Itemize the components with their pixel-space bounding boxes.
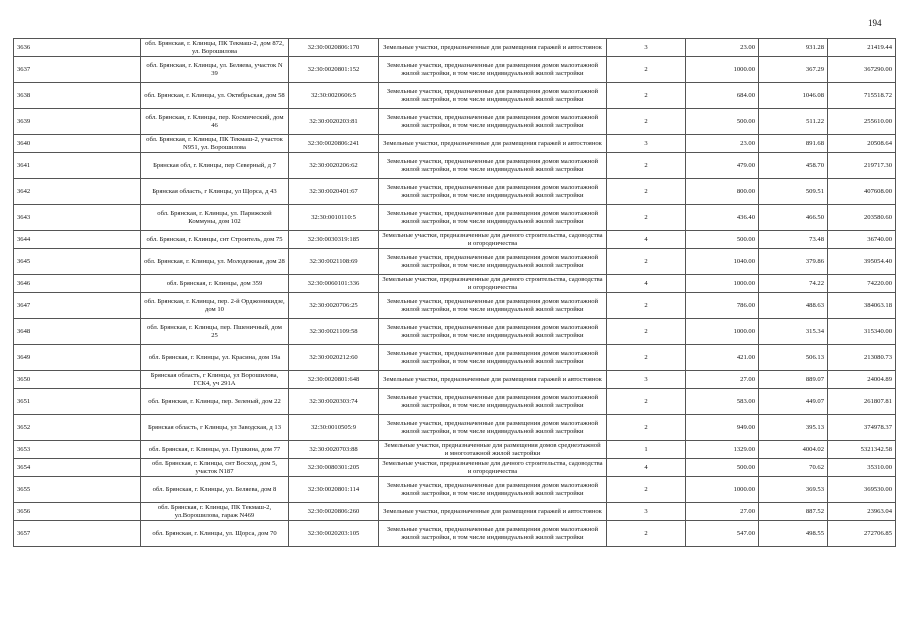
specific-value-cell: 74.22 bbox=[759, 275, 828, 293]
category-cell: 1 bbox=[607, 441, 686, 459]
cadastral-value-cell: 20508.64 bbox=[828, 135, 896, 153]
land-use-cell: Земельные участки, предназначенные для размещения домов малоэтажной жилой застройки, в том числе индивидуальной жилой застройки bbox=[379, 293, 607, 319]
address-cell: обл. Брянская, г. Клинцы, ПК Текмаш-2, ул.Ворошилова, гараж N469 bbox=[141, 503, 289, 521]
category-cell: 2 bbox=[607, 57, 686, 83]
area-cell: 436.40 bbox=[686, 205, 759, 231]
category-cell: 2 bbox=[607, 249, 686, 275]
area-cell: 500.00 bbox=[686, 231, 759, 249]
cadastral-value-cell: 36740.00 bbox=[828, 231, 896, 249]
cadastral-value-cell: 395054.40 bbox=[828, 249, 896, 275]
area-cell: 479.00 bbox=[686, 153, 759, 179]
cadastral-value-cell: 35310.00 bbox=[828, 459, 896, 477]
row-number-cell: 3640 bbox=[14, 135, 141, 153]
cadastral-value-cell: 384063.18 bbox=[828, 293, 896, 319]
area-cell: 421.00 bbox=[686, 345, 759, 371]
land-use-cell: Земельные участки, предназначенные для размещения домов малоэтажной жилой застройки, в том числе индивидуальной жилой застройки bbox=[379, 57, 607, 83]
specific-value-cell: 889.07 bbox=[759, 371, 828, 389]
cadastral-number-cell: 32:30:0080301:205 bbox=[289, 459, 379, 477]
specific-value-cell: 379.86 bbox=[759, 249, 828, 275]
land-use-cell: Земельные участки, предназначенные для размещения домов малоэтажной жилой застройки, в том числе индивидуальной жилой застройки bbox=[379, 179, 607, 205]
category-cell: 3 bbox=[607, 371, 686, 389]
cadastral-number-cell: 32:30:0020801:648 bbox=[289, 371, 379, 389]
cadastral-value-table bbox=[13, 38, 896, 547]
cadastral-number-cell: 32:30:0030319:185 bbox=[289, 231, 379, 249]
row-number-cell: 3641 bbox=[14, 153, 141, 179]
cadastral-number-cell: 32:30:0020203:105 bbox=[289, 521, 379, 547]
row-number-cell: 3642 bbox=[14, 179, 141, 205]
cadastral-value-cell: 715518.72 bbox=[828, 83, 896, 109]
address-cell: обл. Брянская, г. Клинцы, ул. Пушкина, дом 77 bbox=[141, 441, 289, 459]
land-use-cell: Земельные участки, предназначенные для дачного строительства, садоводства и огородничества bbox=[379, 459, 607, 477]
table-row bbox=[14, 135, 896, 153]
row-number-cell: 3649 bbox=[14, 345, 141, 371]
specific-value-cell: 488.63 bbox=[759, 293, 828, 319]
specific-value-cell: 931.28 bbox=[759, 39, 828, 57]
area-cell: 800.00 bbox=[686, 179, 759, 205]
area-cell: 684.00 bbox=[686, 83, 759, 109]
cadastral-number-cell: 32:30:0020706:25 bbox=[289, 293, 379, 319]
area-cell: 547.00 bbox=[686, 521, 759, 547]
address-cell: обл. Брянская, г. Клинцы, снт Строитель, дом 75 bbox=[141, 231, 289, 249]
table-row bbox=[14, 477, 896, 503]
specific-value-cell: 395.13 bbox=[759, 415, 828, 441]
address-cell: обл. Брянская, г. Клинцы, ул. Молодежная, дом 28 bbox=[141, 249, 289, 275]
specific-value-cell: 449.07 bbox=[759, 389, 828, 415]
land-use-cell: Земельные участки, предназначенные для размещения гаражей и автостоянок bbox=[379, 39, 607, 57]
category-cell: 4 bbox=[607, 275, 686, 293]
address-cell: Брянская обл, г. Клинцы, пер Северный, д 7 bbox=[141, 153, 289, 179]
address-cell: обл. Брянская, г. Клинцы, ул. Парижской Коммуны, дом 102 bbox=[141, 205, 289, 231]
category-cell: 2 bbox=[607, 83, 686, 109]
area-cell: 1329.00 bbox=[686, 441, 759, 459]
cadastral-value-cell: 255610.00 bbox=[828, 109, 896, 135]
land-use-cell: Земельные участки, предназначенные для размещения домов малоэтажной жилой застройки, в том числе индивидуальной жилой застройки bbox=[379, 205, 607, 231]
table-row bbox=[14, 179, 896, 205]
cadastral-number-cell: 32:30:0010110:5 bbox=[289, 205, 379, 231]
table-row bbox=[14, 319, 896, 345]
cadastral-number-cell: 32:30:0020806:260 bbox=[289, 503, 379, 521]
cadastral-value-cell: 374978.37 bbox=[828, 415, 896, 441]
table-body bbox=[14, 39, 896, 547]
cadastral-number-cell: 32:30:0020212:60 bbox=[289, 345, 379, 371]
row-number-cell: 3652 bbox=[14, 415, 141, 441]
address-cell: обл. Брянская, г. Клинцы, ул. Красина, дом 19а bbox=[141, 345, 289, 371]
specific-value-cell: 458.70 bbox=[759, 153, 828, 179]
cadastral-value-cell: 24004.89 bbox=[828, 371, 896, 389]
cadastral-number-cell: 32:30:0060101:336 bbox=[289, 275, 379, 293]
table-row bbox=[14, 39, 896, 57]
area-cell: 1000.00 bbox=[686, 275, 759, 293]
cadastral-value-cell: 367290.00 bbox=[828, 57, 896, 83]
cadastral-value-cell: 213080.73 bbox=[828, 345, 896, 371]
address-cell: обл. Брянская, г. Клинцы, ул. Беляева, дом 8 bbox=[141, 477, 289, 503]
category-cell: 2 bbox=[607, 415, 686, 441]
category-cell: 3 bbox=[607, 39, 686, 57]
cadastral-value-cell: 203580.60 bbox=[828, 205, 896, 231]
category-cell: 2 bbox=[607, 109, 686, 135]
row-number-cell: 3654 bbox=[14, 459, 141, 477]
specific-value-cell: 73.48 bbox=[759, 231, 828, 249]
address-cell: обл. Брянская, г. Клинцы, ул. Октябрьская, дом 58 bbox=[141, 83, 289, 109]
table-row bbox=[14, 275, 896, 293]
cadastral-value-cell: 261807.81 bbox=[828, 389, 896, 415]
table-row bbox=[14, 389, 896, 415]
table-row bbox=[14, 293, 896, 319]
table-row bbox=[14, 57, 896, 83]
address-cell: Брянская область, г Клинцы, ул Ворошилова, ГСК4, уч 291А bbox=[141, 371, 289, 389]
cadastral-value-cell: 21419.44 bbox=[828, 39, 896, 57]
cadastral-number-cell: 32:30:0020203:81 bbox=[289, 109, 379, 135]
address-cell: Брянская область, г Клинцы, ул Заводская, д 13 bbox=[141, 415, 289, 441]
cadastral-number-cell: 32:30:0021108:69 bbox=[289, 249, 379, 275]
category-cell: 2 bbox=[607, 477, 686, 503]
specific-value-cell: 369.53 bbox=[759, 477, 828, 503]
category-cell: 4 bbox=[607, 459, 686, 477]
category-cell: 2 bbox=[607, 293, 686, 319]
table-row bbox=[14, 503, 896, 521]
row-number-cell: 3644 bbox=[14, 231, 141, 249]
specific-value-cell: 506.13 bbox=[759, 345, 828, 371]
specific-value-cell: 511.22 bbox=[759, 109, 828, 135]
row-number-cell: 3653 bbox=[14, 441, 141, 459]
land-use-cell: Земельные участки, предназначенные для дачного строительства, садоводства и огородничества bbox=[379, 231, 607, 249]
land-use-cell: Земельные участки, предназначенные для размещения домов среднеэтажной и многоэтажной жилой застройки bbox=[379, 441, 607, 459]
address-cell: обл. Брянская, г. Клинцы, пер. Космический, дом 46 bbox=[141, 109, 289, 135]
row-number-cell: 3645 bbox=[14, 249, 141, 275]
land-use-cell: Земельные участки, предназначенные для размещения домов малоэтажной жилой застройки, в том числе индивидуальной жилой застройки bbox=[379, 153, 607, 179]
area-cell: 500.00 bbox=[686, 459, 759, 477]
row-number-cell: 3647 bbox=[14, 293, 141, 319]
category-cell: 3 bbox=[607, 503, 686, 521]
table-row bbox=[14, 249, 896, 275]
address-cell: обл. Брянская, г. Клинцы, ПК Текмаш-2, участок N951, ул. Ворошилова bbox=[141, 135, 289, 153]
table-row bbox=[14, 153, 896, 179]
area-cell: 27.00 bbox=[686, 371, 759, 389]
specific-value-cell: 509.51 bbox=[759, 179, 828, 205]
row-number-cell: 3637 bbox=[14, 57, 141, 83]
area-cell: 23.00 bbox=[686, 39, 759, 57]
category-cell: 2 bbox=[607, 345, 686, 371]
address-cell: обл. Брянская, г. Клинцы, пер. Пшеничный, дом 25 bbox=[141, 319, 289, 345]
cadastral-number-cell: 32:30:0020801:114 bbox=[289, 477, 379, 503]
area-cell: 583.00 bbox=[686, 389, 759, 415]
land-use-cell: Земельные участки, предназначенные для размещения домов малоэтажной жилой застройки, в том числе индивидуальной жилой застройки bbox=[379, 109, 607, 135]
land-use-cell: Земельные участки, предназначенные для размещения гаражей и автостоянок bbox=[379, 503, 607, 521]
table-row bbox=[14, 459, 896, 477]
cadastral-number-cell: 32:30:0020703:88 bbox=[289, 441, 379, 459]
cadastral-number-cell: 32:30:0010505:9 bbox=[289, 415, 379, 441]
cadastral-value-cell: 272706.85 bbox=[828, 521, 896, 547]
cadastral-number-cell: 32:30:0020606:5 bbox=[289, 83, 379, 109]
address-cell: обл. Брянская, г. Клинцы, ул. Щорса, дом 70 bbox=[141, 521, 289, 547]
row-number-cell: 3651 bbox=[14, 389, 141, 415]
specific-value-cell: 4004.02 bbox=[759, 441, 828, 459]
cadastral-value-cell: 407608.00 bbox=[828, 179, 896, 205]
land-use-cell: Земельные участки, предназначенные для размещения домов малоэтажной жилой застройки, в том числе индивидуальной жилой застройки bbox=[379, 345, 607, 371]
land-use-cell: Земельные участки, предназначенные для размещения домов малоэтажной жилой застройки, в том числе индивидуальной жилой застройки bbox=[379, 249, 607, 275]
row-number-cell: 3646 bbox=[14, 275, 141, 293]
cadastral-value-cell: 219717.30 bbox=[828, 153, 896, 179]
cadastral-number-cell: 32:30:0020801:152 bbox=[289, 57, 379, 83]
area-cell: 1000.00 bbox=[686, 57, 759, 83]
cadastral-value-cell: 5321342.58 bbox=[828, 441, 896, 459]
area-cell: 500.00 bbox=[686, 109, 759, 135]
table-row bbox=[14, 371, 896, 389]
specific-value-cell: 466.50 bbox=[759, 205, 828, 231]
row-number-cell: 3639 bbox=[14, 109, 141, 135]
row-number-cell: 3643 bbox=[14, 205, 141, 231]
row-number-cell: 3655 bbox=[14, 477, 141, 503]
specific-value-cell: 1046.08 bbox=[759, 83, 828, 109]
page-number: 194 bbox=[868, 18, 882, 28]
land-use-cell: Земельные участки, предназначенные для дачного строительства, садоводства и огородничества bbox=[379, 275, 607, 293]
area-cell: 1040.00 bbox=[686, 249, 759, 275]
category-cell: 2 bbox=[607, 521, 686, 547]
table-row bbox=[14, 83, 896, 109]
specific-value-cell: 887.52 bbox=[759, 503, 828, 521]
row-number-cell: 3636 bbox=[14, 39, 141, 57]
cadastral-value-cell: 315340.00 bbox=[828, 319, 896, 345]
area-cell: 1000.00 bbox=[686, 477, 759, 503]
row-number-cell: 3657 bbox=[14, 521, 141, 547]
category-cell: 2 bbox=[607, 205, 686, 231]
address-cell: обл. Брянская, г. Клинцы, пер. 2-й Орджоникидзе, дом 10 bbox=[141, 293, 289, 319]
land-use-cell: Земельные участки, предназначенные для размещения домов малоэтажной жилой застройки, в том числе индивидуальной жилой застройки bbox=[379, 319, 607, 345]
specific-value-cell: 367.29 bbox=[759, 57, 828, 83]
address-cell: обл. Брянская, г. Клинцы, ул. Беляева, участок N 39 bbox=[141, 57, 289, 83]
table-row bbox=[14, 205, 896, 231]
cadastral-number-cell: 32:30:0021109:58 bbox=[289, 319, 379, 345]
specific-value-cell: 891.68 bbox=[759, 135, 828, 153]
address-cell: обл. Брянская, г. Клинцы, пер. Зеленый, дом 22 bbox=[141, 389, 289, 415]
land-use-cell: Земельные участки, предназначенные для размещения гаражей и автостоянок bbox=[379, 135, 607, 153]
specific-value-cell: 315.34 bbox=[759, 319, 828, 345]
table-row bbox=[14, 441, 896, 459]
cadastral-number-cell: 32:30:0020806:170 bbox=[289, 39, 379, 57]
cadastral-number-cell: 32:30:0020806:241 bbox=[289, 135, 379, 153]
area-cell: 786.00 bbox=[686, 293, 759, 319]
table-row bbox=[14, 231, 896, 249]
address-cell: обл. Брянская, г. Клинцы, снт Восход, дом 5, участок N187 bbox=[141, 459, 289, 477]
row-number-cell: 3638 bbox=[14, 83, 141, 109]
cadastral-value-cell: 23963.04 bbox=[828, 503, 896, 521]
cadastral-value-cell: 369530.00 bbox=[828, 477, 896, 503]
table-row bbox=[14, 521, 896, 547]
category-cell: 2 bbox=[607, 319, 686, 345]
cadastral-number-cell: 32:30:0020206:62 bbox=[289, 153, 379, 179]
land-use-cell: Земельные участки, предназначенные для размещения домов малоэтажной жилой застройки, в том числе индивидуальной жилой застройки bbox=[379, 477, 607, 503]
category-cell: 2 bbox=[607, 389, 686, 415]
land-use-cell: Земельные участки, предназначенные для размещения домов малоэтажной жилой застройки, в том числе индивидуальной жилой застройки bbox=[379, 521, 607, 547]
category-cell: 3 bbox=[607, 135, 686, 153]
category-cell: 4 bbox=[607, 231, 686, 249]
land-use-cell: Земельные участки, предназначенные для размещения домов малоэтажной жилой застройки, в том числе индивидуальной жилой застройки bbox=[379, 389, 607, 415]
land-use-cell: Земельные участки, предназначенные для размещения гаражей и автостоянок bbox=[379, 371, 607, 389]
row-number-cell: 3650 bbox=[14, 371, 141, 389]
land-use-cell: Земельные участки, предназначенные для размещения домов малоэтажной жилой застройки, в том числе индивидуальной жилой застройки bbox=[379, 83, 607, 109]
table-row bbox=[14, 345, 896, 371]
cadastral-number-cell: 32:30:0020401:67 bbox=[289, 179, 379, 205]
specific-value-cell: 498.55 bbox=[759, 521, 828, 547]
land-use-cell: Земельные участки, предназначенные для размещения домов малоэтажной жилой застройки, в том числе индивидуальной жилой застройки bbox=[379, 415, 607, 441]
specific-value-cell: 70.62 bbox=[759, 459, 828, 477]
row-number-cell: 3656 bbox=[14, 503, 141, 521]
cadastral-value-cell: 74220.00 bbox=[828, 275, 896, 293]
cadastral-number-cell: 32:30:0020303:74 bbox=[289, 389, 379, 415]
category-cell: 2 bbox=[607, 153, 686, 179]
address-cell: Брянская область, г Клинцы, ул Щорса, д 43 bbox=[141, 179, 289, 205]
table-row bbox=[14, 415, 896, 441]
address-cell: обл. Брянская, г. Клинцы, дом 359 bbox=[141, 275, 289, 293]
area-cell: 949.00 bbox=[686, 415, 759, 441]
category-cell: 2 bbox=[607, 179, 686, 205]
row-number-cell: 3648 bbox=[14, 319, 141, 345]
area-cell: 23.00 bbox=[686, 135, 759, 153]
table-row bbox=[14, 109, 896, 135]
area-cell: 1000.00 bbox=[686, 319, 759, 345]
area-cell: 27.00 bbox=[686, 503, 759, 521]
address-cell: обл. Брянская, г. Клинцы, ПК Текмаш-2, дом 872, ул. Ворошилова bbox=[141, 39, 289, 57]
